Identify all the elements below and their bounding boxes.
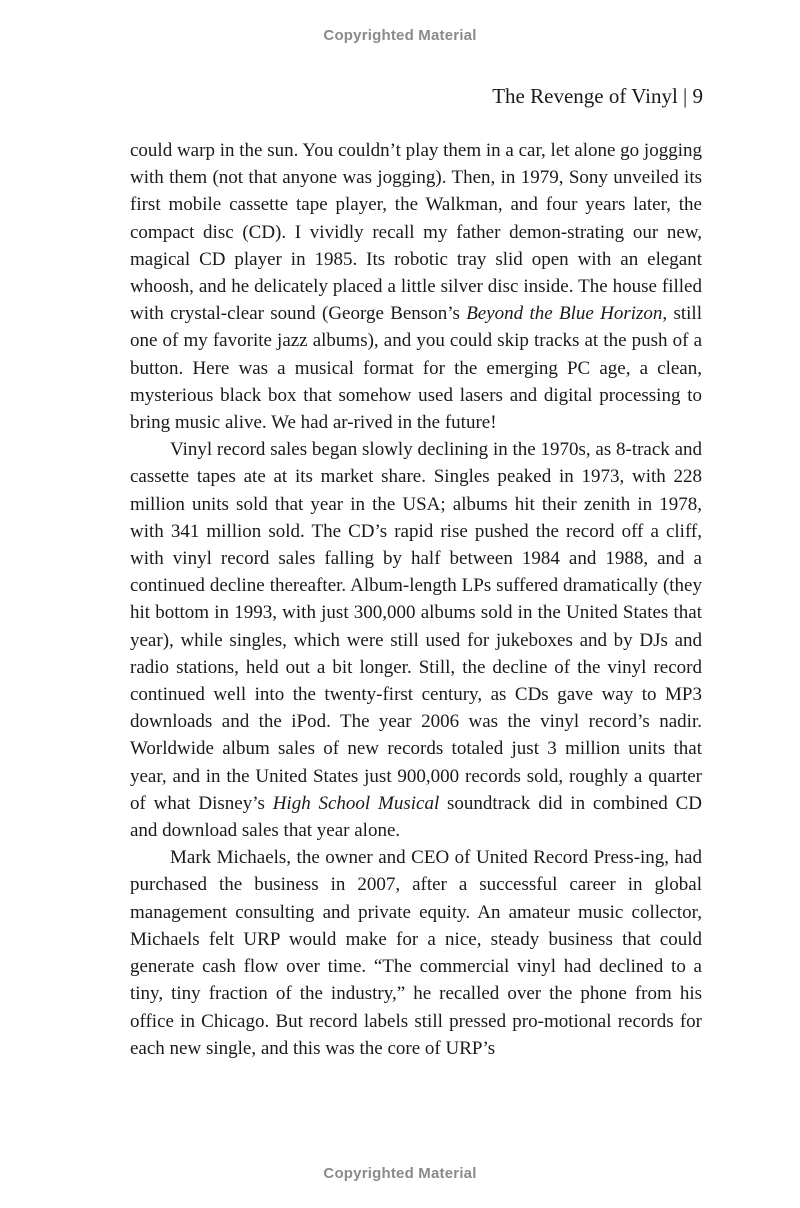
paragraph-text: could warp in the sun. You couldn’t play them in a car, let alone go jogging with them (not that anyone was jogging). Then, in 1979, Sony unveiled its first mobile cassette tape player, the Walkman, and four years later, the compact disc (CD). I vividly recall my father demon-strating our new, magical CD player in 1985. Its robotic tray slid open with an elegant whoosh, and he delicately placed a little silver disc inside. The house filled with crystal-clear sound (George Benson’s (130, 140, 702, 325)
body-text (130, 137, 702, 1062)
album-title: Beyond the Blue Horizon (466, 303, 663, 325)
copyright-watermark-top: Copyrighted Material (323, 27, 477, 44)
paragraph-text: soundtrack did in combined CD and download sales that year alone. (130, 792, 702, 842)
chapter-title: The Revenge of Vinyl (492, 84, 678, 108)
paragraph-1 (130, 137, 702, 436)
running-head (492, 84, 703, 109)
soundtrack-title: High School Musical (272, 792, 440, 814)
paragraph-text: , still one of my favorite jazz albums), and you could skip tracks at the push of a button. Here was a musical format for the emerging PC age, a clean, mysterious black box that somehow used lasers and digital processing to bring music alive. We had ar-rived in the future! (130, 303, 702, 434)
running-head-separator: | (677, 84, 693, 108)
paragraph-3 (130, 844, 702, 1062)
paragraph-text: Vinyl record sales began slowly declining in the 1970s, as 8-track and cassette tapes ate at its market share. Singles peaked in 1973, with 228 million units sold that year in the USA; albums hit their zenith in 1978, with 341 million sold. The CD’s rapid rise pushed the record off a cliff, with vinyl record sales falling by half between 1984 and 1988, and a continued decline thereafter. Album-length LPs suffered dramatically (they hit bottom in 1993, with just 300,000 albums sold in the United States that year), while singles, which were still used for jukeboxes and by DJs and radio stations, held out a bit longer. Still, the decline of the vinyl record continued well into the twenty-first century, as CDs gave way to MP3 downloads and the iPod. The year 2006 was the vinyl record’s nadir. Worldwide album sales of new records totaled just 3 million units that year, and in the United States just 900,000 records sold, roughly a quarter of what Disney’s (130, 439, 702, 814)
page-number: 9 (692, 84, 703, 108)
copyright-watermark-bottom: Copyrighted Material (323, 1165, 477, 1182)
paragraph-2 (130, 436, 702, 844)
paragraph-text: Mark Michaels, the owner and CEO of United Record Press-ing, had purchased the business in 2007, after a successful career in global management consulting and private equity. An amateur music collector, Michaels felt URP would make for a nice, steady business that could generate cash flow over time. “The commercial vinyl had declined to a tiny, tiny fraction of the industry,” he recalled over the phone from his office in Chicago. But record labels still pressed pro-motional records for each new single, and this was the core of URP’s (130, 847, 702, 1059)
